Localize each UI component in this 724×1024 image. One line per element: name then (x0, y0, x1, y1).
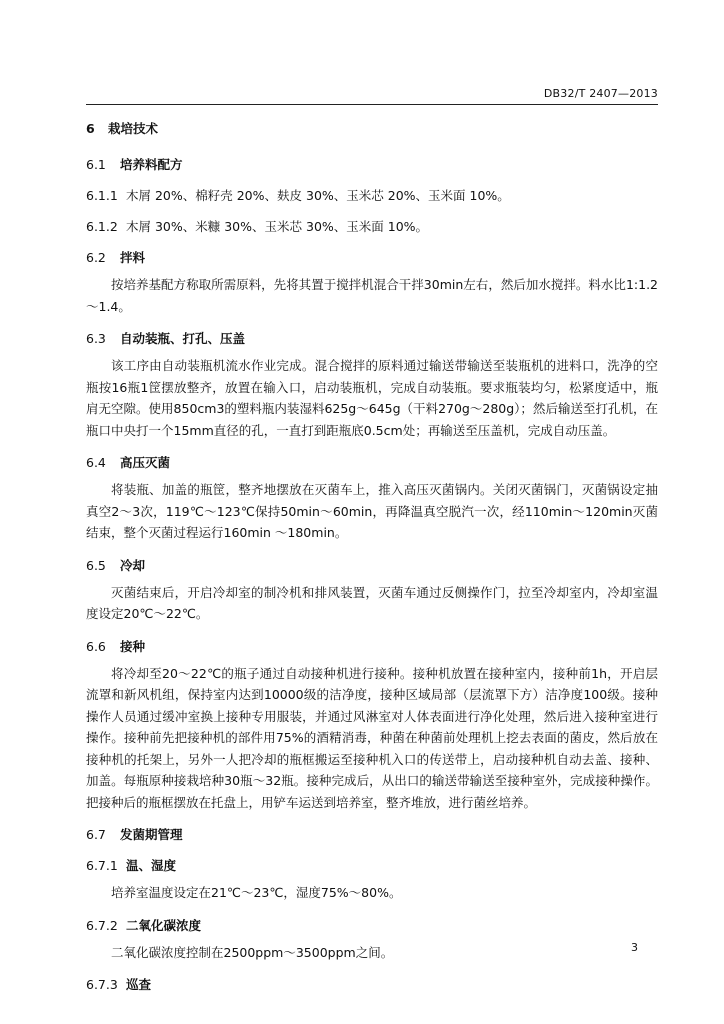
document-number: DB32/T 2407—2013 (543, 87, 658, 100)
section-6-4-body: 将装瓶、加盖的瓶筐，整齐地摆放在灭菌车上，推入高压灭菌锅内。关闭灭菌锅门，灭菌锅设定抽真空2～3次，119℃～123℃保持50min～60min，再降温真空脱汽一次，经110min～120min灭菌结束，整个灭菌过程运行160min ～180min。 (86, 482, 658, 540)
section-number: 6.2 (86, 250, 106, 265)
section-number: 6.5 (86, 557, 106, 573)
section-6-heading (86, 120, 658, 138)
section-title: 温、湿度 (126, 858, 177, 873)
section-6-1-heading (86, 156, 658, 174)
section-number: 6.7.1 (86, 858, 118, 873)
section-6-7-2-heading (86, 917, 658, 935)
section-6-5-heading (86, 557, 658, 575)
section-6-3-heading (86, 330, 658, 348)
section-number: 6.3 (86, 331, 106, 346)
section-6-1-1 (86, 187, 658, 205)
section-6-7-1-body: 培养室温度设定在21℃～23℃，湿度75%～80%。 (111, 885, 402, 900)
section-number: 6.7.2 (86, 917, 118, 933)
section-title: 二氧化碳浓度 (126, 917, 202, 933)
section-6-7-3-heading (86, 976, 658, 994)
section-number: 6.4 (86, 455, 106, 470)
section-6-6-body: 将冷却至20～22℃的瓶子通过自动接种机进行接种。接种机放置在接种室内，接种前1h，开启层流罩和新风机组，保持室内达到10000级的洁净度，接种区域局部（层流罩下方）洁净度100级。接种操作人员通过缓冲室换上接种专用服装，并通过风淋室对人体表面进行净化处理，然后进入接种室进行操作。接种前先把接种机的部件用75%的酒精消毒，种菌在种菌前处理机上挖去表面的菌皮，然后放在接种机的托架上，另外一人把冷却的瓶框搬运至接种机入口的传送带上，启动接种机自动去盖、接种、加盖。每瓶原种接栽培种30瓶～32瓶。接种完成后，从出口的输送带输送至接种室外，完成接种操作。把接种后的瓶框摆放在托盘上，用铲车运送到培养室，整齐堆放，进行菌丝培养。 (86, 665, 658, 810)
section-number: 6.7.3 (86, 977, 118, 992)
section-6-6-heading (86, 638, 658, 656)
section-6-1-2 (86, 218, 658, 236)
section-title: 培养料配方 (120, 157, 183, 172)
section-number: 6 (86, 121, 95, 136)
section-text: 木屑 30%、米糠 30%、玉米芯 30%、玉米面 10%。 (126, 219, 429, 234)
header-rule (86, 104, 658, 105)
section-6-2-body: 按培养基配方称取所需原料，先将其置于搅拌机混合干拌30min左右，然后加水搅拌。料水比1:1.2～1.4。 (86, 277, 658, 314)
page-content (86, 114, 658, 994)
section-6-7-1-heading (86, 857, 658, 875)
section-6-7-heading (86, 826, 658, 844)
page-number: 3 (631, 941, 638, 954)
section-6-3-body: 该工序由自动装瓶机流水作业完成。混合搅拌的原料通过输送带输送至装瓶机的进料口，洗净的空瓶按16瓶1筐摆放整齐，放置在输入口，启动装瓶机，完成自动装瓶。要求瓶装均匀，松紧度适中，瓶肩无空隙。使用850cm3的塑料瓶内装湿料625g～645g（干料270g～280g）；然后输送至打孔机，在瓶口中央打一个15mm直径的孔，一直打到距瓶底0.5cm处；再输送至压盖机，完成自动压盖。 (86, 358, 658, 438)
section-number: 6.1 (86, 157, 106, 172)
section-6-7-2-body: 二氧化碳浓度控制在2500ppm～3500ppm之间。 (111, 944, 394, 960)
section-6-5-body: 灭菌结束后，开启冷却室的制冷机和排风装置，灭菌车通过反侧操作门，拉至冷却室内，冷却室温度设定20℃～22℃。 (86, 584, 658, 621)
section-6-2-heading (86, 249, 658, 267)
section-title: 拌料 (120, 250, 146, 265)
section-number: 6.6 (86, 638, 106, 654)
section-title: 发菌期管理 (120, 827, 183, 842)
section-title: 高压灭菌 (120, 455, 171, 470)
section-title: 接种 (120, 638, 146, 654)
section-text: 木屑 20%、棉籽壳 20%、麸皮 30%、玉米芯 20%、玉米面 10%。 (126, 188, 510, 203)
section-number: 6.7 (86, 827, 106, 842)
section-title: 栽培技术 (108, 121, 159, 136)
section-number: 6.1.1 (86, 188, 118, 203)
section-6-4-heading (86, 454, 658, 472)
section-number: 6.1.2 (86, 219, 118, 234)
section-title: 巡查 (126, 977, 152, 992)
section-title: 自动装瓶、打孔、压盖 (120, 331, 246, 346)
section-title: 冷却 (120, 557, 146, 573)
